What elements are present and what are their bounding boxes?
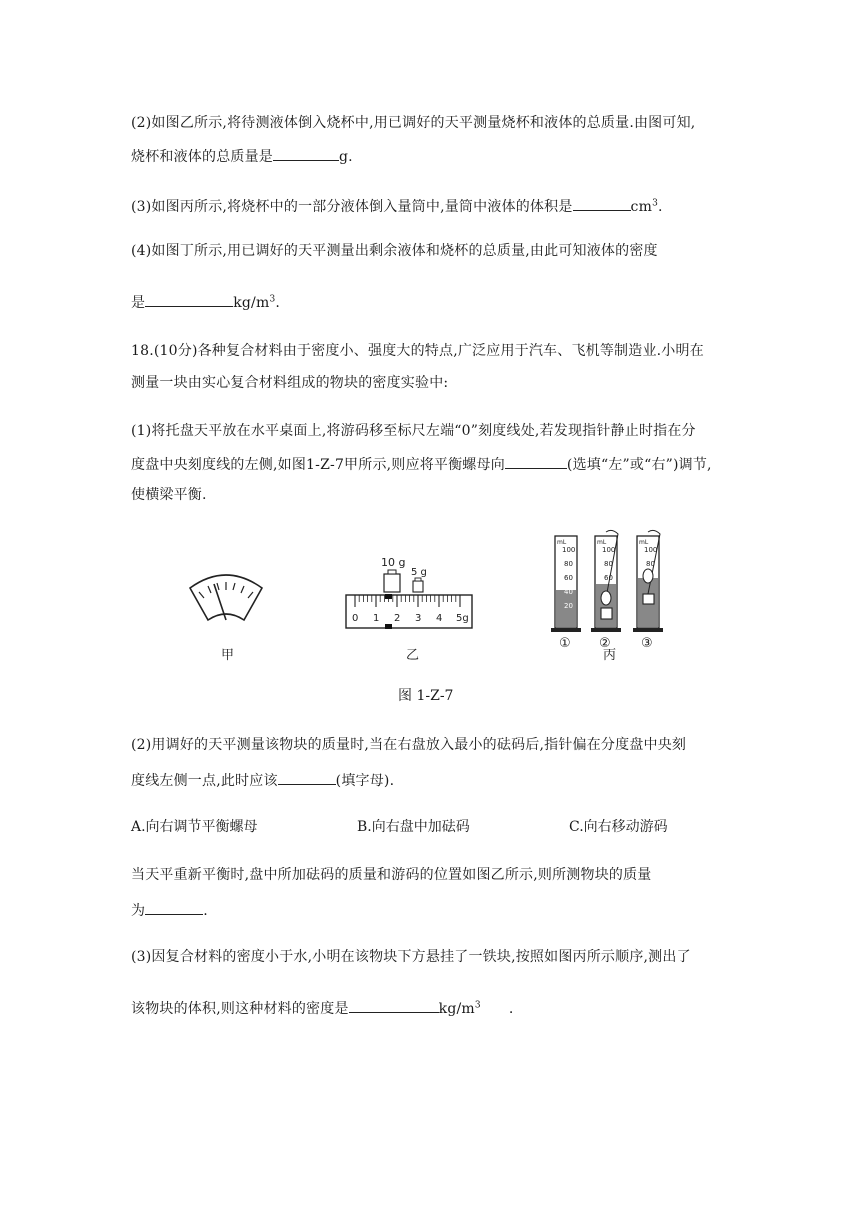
option-a[interactable]: A.向右调节平衡螺母 xyxy=(131,819,258,835)
rider xyxy=(385,594,392,599)
svg-text:60: 60 xyxy=(604,574,613,582)
q18-p3-line2: 该物块的体积,则这种材料的密度是 $kg/m^3$ . xyxy=(131,998,514,1018)
svg-text:80: 80 xyxy=(646,560,655,568)
cylinder-number-1: ① xyxy=(559,636,571,651)
svg-text:100: 100 xyxy=(602,546,616,554)
option-c[interactable]: C.向右移动游码 xyxy=(569,819,668,835)
scale-tick-3: 3 xyxy=(415,613,422,624)
figure-label-jia: 甲 xyxy=(221,648,235,663)
q18-p1-line3: 使横梁平衡. xyxy=(131,487,207,503)
q18-p2-line3: 当天平重新平衡时,盘中所加砝码的质量和游码的位置如图乙所示,则所测物块的质量 xyxy=(131,867,652,883)
q18-p1-line2: 度盘中央刻度线的左侧,如图1-Z-7甲所示,则应将平衡螺母向 (选填“左”或“右”)调节, xyxy=(131,454,712,474)
q18-p2-line4: 为 . xyxy=(131,900,208,920)
answer-blank[interactable] xyxy=(278,770,336,785)
answer-blank[interactable] xyxy=(273,146,339,161)
cylinder-1 xyxy=(551,536,581,632)
answer-blank[interactable] xyxy=(349,998,439,1013)
beam-scale xyxy=(346,595,472,628)
weights-and-scale xyxy=(346,556,472,629)
scale-tick-0: 0 xyxy=(352,613,359,624)
svg-text:80: 80 xyxy=(564,560,573,568)
scale-tick-1: 1 xyxy=(373,613,380,624)
option-b[interactable]: B.向右盘中加砝码 xyxy=(357,819,470,835)
q18-p1-line1: (1)将托盘天平放在水平桌面上,将游码移至标尺左端“0”刻度线处,若发现指针静止时指在分 xyxy=(131,423,696,439)
weight-5g-label: 5 g xyxy=(411,567,427,578)
svg-text:80: 80 xyxy=(604,560,613,568)
weight-5g xyxy=(413,581,423,592)
q17-p2-line2: 烧杯和液体的总质量是 g. xyxy=(131,146,353,166)
q17-p2-line1: (2)如图乙所示,将待测液体倒入烧杯中,用已调好的天平测量烧杯和液体的总质量.由图可知, xyxy=(131,115,696,131)
scale-tick-2: 2 xyxy=(394,613,401,624)
scale-tick-5: 5g xyxy=(456,613,469,624)
q18-p2-line2: 度线左侧一点,此时应该 (填字母). xyxy=(131,770,394,790)
svg-text:mL: mL xyxy=(597,539,607,546)
figure-1-z-7 xyxy=(0,528,860,658)
q18-intro-line1: 18.(10分)各种复合材料由于密度小、强度大的特点,广泛应用于汽车、飞机等制造业.小明在 xyxy=(131,343,704,359)
q17-p4-line1: (4)如图丁所示,用已调好的天平测量出剩余液体和烧杯的总质量,由此可知液体的密度 xyxy=(131,243,658,259)
answer-blank[interactable] xyxy=(573,196,631,211)
figure-label-yi: 乙 xyxy=(406,648,420,663)
cylinder-2 xyxy=(591,530,621,632)
cylinder-number-2: ② xyxy=(599,636,611,651)
figure-label-bing: 丙 xyxy=(603,648,617,663)
svg-text:mL: mL xyxy=(557,539,567,546)
answer-blank[interactable] xyxy=(145,292,233,307)
weight-10g xyxy=(384,574,400,592)
q18-intro-line2: 测量一块由实心复合材料组成的物块的密度实验中: xyxy=(131,375,449,391)
cylinder-3 xyxy=(633,530,663,632)
q17-p3-line: (3)如图丙所示,将烧杯中的一部分液体倒入量筒中,量筒中液体的体积是 $cm^3$. xyxy=(131,196,663,216)
svg-text:100: 100 xyxy=(644,546,658,554)
svg-text:40: 40 xyxy=(564,588,573,596)
balance-dial xyxy=(190,575,262,620)
answer-blank[interactable] xyxy=(145,900,203,915)
svg-text:100: 100 xyxy=(562,546,576,554)
measuring-cylinders xyxy=(551,530,663,651)
weight-10g-label: 10 g xyxy=(381,556,406,569)
cylinder-number-3: ③ xyxy=(641,636,653,651)
figure-caption: 图 1-Z-7 xyxy=(398,688,454,704)
scale-tick-4: 4 xyxy=(436,613,443,624)
answer-blank[interactable] xyxy=(505,454,567,469)
q18-p3-line1: (3)因复合材料的密度小于水,小明在该物块下方悬挂了一铁块,按照如图丙所示顺序,测出了 xyxy=(131,949,691,965)
svg-text:60: 60 xyxy=(564,574,573,582)
svg-text:20: 20 xyxy=(564,602,573,610)
svg-text:mL: mL xyxy=(639,539,649,546)
q18-p2-line1: (2)用调好的天平测量该物块的质量时,当在右盘放入最小的砝码后,指针偏在分度盘中央刻 xyxy=(131,737,687,753)
q17-p4-line2: 是 $kg/m^3$. xyxy=(131,292,280,312)
